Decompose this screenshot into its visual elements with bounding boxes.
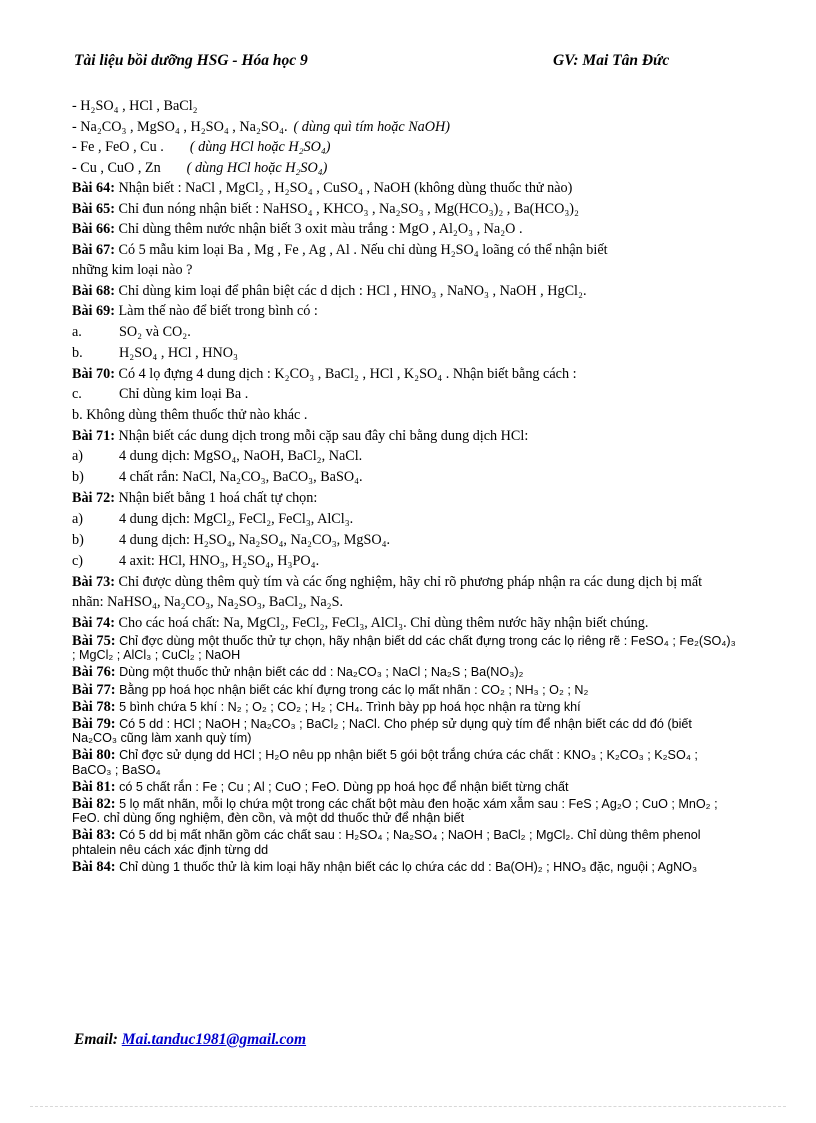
exercise-label: Bài 72: <box>72 490 115 506</box>
exercise-label: Bài 66: <box>72 221 115 237</box>
exercise-label: Bài 80: <box>72 747 116 764</box>
exercise-label: Bài 78: <box>72 698 116 715</box>
sub-item: a) 4 dung dịch: MgSO₄, NaOH, BaCl₂, NaCl. <box>72 448 363 464</box>
page-divider <box>30 1106 786 1107</box>
hint-note: ( dùng HCl hoặc H₂SO₄) <box>186 159 328 176</box>
exercise-74: Bài 74: Cho các hoá chất: Na, MgCl₂, FeCl₂, FeCl₃, AlCl₃. Chỉ dùng thêm nước hãy nhận biết chúng. <box>72 614 649 631</box>
exercise-80: Bài 80: Chỉ đợc sử dụng dd HCl ; H₂O nêu pp nhận biết 5 gói bột trắng chứa các chất : KNO₃ ; K₂CO₃ ; K₂SO₄ ; BaCO₃ ; BaSO₄ <box>72 747 698 777</box>
exercise-label: Bài 71: <box>72 427 115 444</box>
email-link[interactable]: Mai.tanduc1981@gmail.com <box>121 1031 307 1048</box>
hint-note: ( dùng HCl hoặc H₂SO₄) <box>189 139 331 155</box>
exercise-78: Bài 78: 5 bình chứa 5 khí : N₂ ; O₂ ; CO₂ ; H₂ ; CH₄. Trình bày pp hoá học nhận ra từng khí <box>72 698 581 715</box>
header-author: GV: Mai Tân Đức <box>553 52 670 69</box>
sub-item: a) 4 dung dịch: MgCl₂, FeCl₂, FeCl₃, AlCl₃. <box>72 510 354 527</box>
exercise-label: Bài 69: <box>72 303 115 319</box>
exercise-label: Bài 65: <box>72 200 115 217</box>
exercise-label: Bài 75: <box>72 633 116 649</box>
exercise-67-cont: những kim loại nào ? <box>72 262 193 278</box>
exercise-label: Bài 67: <box>72 241 115 258</box>
list-item: - H₂SO₄ , HCl , BaCl₂ <box>72 98 198 114</box>
sub-item: c) 4 axit: HCl, HNO₃, H₂SO₄, H₃PO₄. <box>72 552 320 569</box>
exercise-label: Bài 76: <box>72 664 116 681</box>
exercise-label: Bài 74: <box>72 614 115 631</box>
exercise-label: Bài 83: <box>72 827 116 844</box>
exercise-71: Bài 71: Nhận biết các dung dịch trong mỗi cặp sau đây chỉ bằng dung dịch HCl: <box>72 427 529 444</box>
list-item: - Na₂CO₃ , MgSO₄ , H₂SO₄ , Na₂SO₄. ( dùng quì tím hoặc NaOH) <box>72 118 450 135</box>
exercise-77: Bài 77: Bằng pp hoá học nhận biết các khí đựng trong các lọ mất nhãn : CO₂ ; NH₃ ; O₂ ; N₂ <box>72 681 589 698</box>
list-item: - Cu , CuO , Zn ( dùng HCl hoặc H₂SO₄) <box>72 159 328 176</box>
sub-item: b) 4 chất rắn: NaCl, Na₂CO₃, BaCO₃, BaSO₄. <box>72 469 363 485</box>
list-item: - Fe , FeO , Cu . ( dùng HCl hoặc H₂SO₄) <box>72 139 331 155</box>
exercise-69: Bài 69: Làm thế nào để biết trong bình có : <box>72 303 318 319</box>
exercise-67: Bài 67: Có 5 mẫu kim loại Ba , Mg , Fe , Ag , Al . Nếu chỉ dùng H₂SO₄ loãng có thể nhận biết <box>72 241 608 258</box>
sub-item: b. Không dùng thêm thuốc thử nào khác . <box>72 407 308 423</box>
exercise-73: Bài 73: Chỉ được dùng thêm quỳ tím và các ống nghiệm, hãy chỉ rõ phương pháp nhận ra các dung dịch bị mất nhãn: NaHSO₄, Na₂CO₃, Na₂SO₃, BaCl₂, Na₂S. <box>72 573 703 610</box>
sub-item: c. Chỉ dùng kim loại Ba . <box>72 386 249 402</box>
exercise-label: Bài 79: <box>72 716 116 733</box>
exercise-label: Bài 70: <box>72 365 115 382</box>
sub-item: b) 4 dung dịch: H₂SO₄, Na₂SO₄, Na₂CO₃, MgSO₄. <box>72 531 391 548</box>
exercise-label: Bài 81: <box>72 778 116 795</box>
exercise-82: Bài 82: 5 lọ mất nhãn, mỗi lọ chứa một trong các chất bột màu đen hoặc xám xẫm sau : FeS ; Ag₂O ; CuO ; MnO₂ ; FeO. chỉ dùng ống nghiệm, đèn cồn, và một dd thuốc thử để nhận biết <box>72 796 718 826</box>
exercise-65: Bài 65: Chỉ đun nóng nhận biết : NaHSO₄ , KHCO₃ , Na₂SO₃ , Mg(HCO₃)₂ , Ba(HCO₃)₂ <box>72 200 579 217</box>
exercise-label: Bài 82: <box>72 796 116 813</box>
hint-note: ( dùng quì tím hoặc NaOH) <box>293 118 450 135</box>
exercise-75: Bài 75: Chỉ đợc dùng một thuốc thử tự chọn, hãy nhận biết dd các chất đựng trong các lọ riêng rẽ : FeSO₄ ; Fe₂(SO₄)₃ ; MgCl₂ ; AlCl₃ ; CuCl₂ ; NaOH <box>72 633 736 663</box>
sub-item: b. H₂SO₄ , HCl , HNO₃ <box>72 344 238 361</box>
footer-email <box>74 1031 306 1049</box>
exercise-label: Bài 77: <box>72 681 116 698</box>
exercise-70: Bài 70: Có 4 lọ đựng 4 dung dịch : K₂CO₃ , BaCl₂ , HCl , K₂SO₄ . Nhận biết bằng cách : <box>72 365 577 382</box>
email-label: Email: <box>74 1031 118 1048</box>
exercise-label: Bài 73: <box>72 573 115 590</box>
exercise-label: Bài 68: <box>72 282 115 299</box>
document-body <box>72 96 737 877</box>
exercise-76: Bài 76: Dùng một thuốc thử nhận biết các dd : Na₂CO₃ ; NaCl ; Na₂S ; Ba(NO₃)₂ <box>72 664 524 681</box>
exercise-84: Bài 84: Chỉ dùng 1 thuốc thử là kim loại hãy nhận biết các lọ chứa các dd : Ba(OH)₂ ; HNO₃ đặc, nguội ; AgNO₃ <box>72 858 698 875</box>
header-title: Tài liệu bồi dưỡng HSG - Hóa học 9 <box>74 52 308 69</box>
exercise-81: Bài 81: có 5 chất rắn : Fe ; Cu ; Al ; CuO ; FeO. Dùng pp hoá học để nhận biết từng chất <box>72 778 569 795</box>
exercise-label: Bài 64: <box>72 180 115 196</box>
exercise-label: Bài 84: <box>72 858 116 875</box>
exercise-83: Bài 83: Có 5 dd bị mất nhãn gồm các chất sau : H₂SO₄ ; Na₂SO₄ ; NaOH ; BaCl₂ ; MgCl₂. Chỉ dùng thêm phenol phtalein nêu cách xác định từng dd <box>72 827 701 857</box>
exercise-66: Bài 66: Chỉ dùng thêm nước nhận biết 3 oxit màu trắng : MgO , Al₂O₃ , Na₂O . <box>72 221 523 237</box>
exercise-72: Bài 72: Nhận biết bằng 1 hoá chất tự chọn: <box>72 490 318 506</box>
exercise-79: Bài 79: Có 5 dd : HCl ; NaOH ; Na₂CO₃ ; BaCl₂ ; NaCl. Cho phép sử dụng quỳ tím để nhận biết các dd đó (biết Na₂CO₃ cũng làm xanh quỳ tím) <box>72 716 692 746</box>
sub-item: a. SO₂ và CO₂. <box>72 323 191 340</box>
exercise-68: Bài 68: Chỉ dùng kim loại để phân biệt các d dịch : HCl , HNO₃ , NaNO₃ , NaOH , HgCl₂. <box>72 282 587 299</box>
exercise-64: Bài 64: Nhận biết : NaCl , MgCl₂ , H₂SO₄ , CuSO₄ , NaOH (không dùng thuốc thử nào) <box>72 180 573 196</box>
